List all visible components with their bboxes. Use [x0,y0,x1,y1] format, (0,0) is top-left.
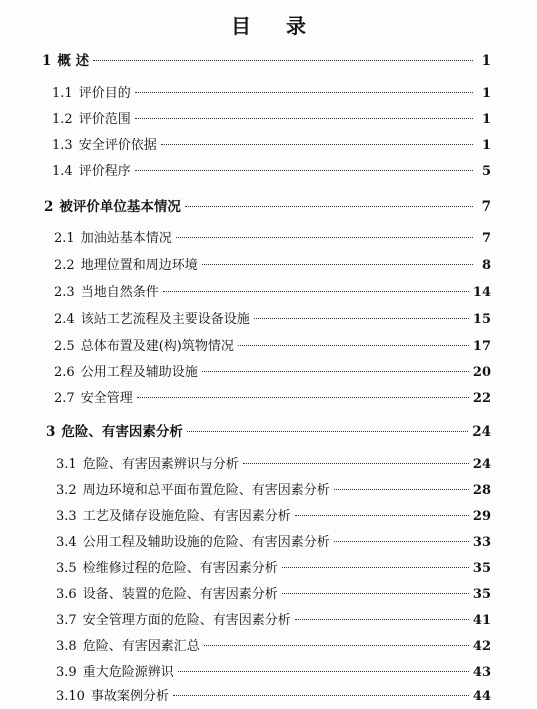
toc-page-number: 29 [472,509,491,524]
toc-label: 该站工艺流程及主要设备设施 [80,312,250,327]
toc-leader [295,619,469,620]
toc-leader [137,397,469,398]
toc-row [52,163,491,181]
toc-number: 2.4 [54,312,75,327]
toc-label: 概 述 [57,53,90,69]
toc-number: 3.8 [56,639,77,654]
toc-row [56,688,491,706]
toc-number: 1.4 [52,164,73,179]
toc-label: 危险、有害因素汇总 [82,639,200,654]
toc-label: 周边环境和总平面布置危险、有害因素分析 [82,483,330,498]
toc-leader [202,264,473,265]
toc-number: 3.1 [56,457,77,472]
toc-label: 危险、有害因素辨识与分析 [82,457,239,472]
toc-number: 1 [42,53,52,69]
toc-row [52,111,491,129]
toc-page-number: 17 [472,339,491,354]
toc-leader [238,345,469,346]
toc-label: 当地自然条件 [80,285,159,300]
toc-page-number: 33 [472,535,491,550]
toc-row [56,560,491,578]
toc-label: 地理位置和周边环境 [80,258,198,273]
toc-row [54,338,491,356]
toc-page-number: 20 [472,365,491,380]
toc-row [54,284,491,302]
toc-label: 重大危险源辨识 [82,665,174,680]
toc-page-number: 8 [481,258,491,273]
toc-label: 安全评价依据 [78,138,157,153]
toc-row [42,52,491,70]
toc-row [56,508,491,526]
toc-label: 事故案例分析 [90,689,169,704]
toc-page-number: 15 [472,312,491,327]
toc-page-number: 28 [472,483,491,498]
toc-leader [161,144,473,145]
toc-leader [135,118,473,119]
toc-number: 3.10 [56,689,85,704]
toc-row [56,638,491,656]
toc-leader [334,541,469,542]
toc-row [56,534,491,552]
toc-page-number: 22 [472,391,491,406]
toc-leader [135,92,473,93]
toc-number: 3.9 [56,665,77,680]
toc-leader [243,463,469,464]
toc-label: 总体布置及建(构)筑物情况 [80,339,234,354]
toc-number: 2 [44,199,54,215]
toc-label: 加油站基本情况 [80,231,172,246]
toc-number: 1.2 [52,112,73,127]
toc-row [56,586,491,604]
toc-leader [185,206,473,207]
toc-number: 1.1 [52,86,73,101]
toc-label: 评价范围 [78,112,131,127]
toc-row [56,612,491,630]
toc-leader [176,237,473,238]
toc-page-number: 1 [481,53,491,69]
toc-leader [295,515,469,516]
toc-number: 2.3 [54,285,75,300]
toc-row [54,364,491,382]
toc-leader [202,371,469,372]
toc-number: 3.6 [56,587,77,602]
toc-page-number: 5 [481,164,491,179]
toc-row [46,423,491,441]
toc-page-number: 43 [472,665,491,680]
toc-page-number: 44 [472,689,491,704]
toc-number: 3.2 [56,483,77,498]
toc-number: 2.5 [54,339,75,354]
toc-leader [173,695,469,696]
toc-leader [282,567,469,568]
toc-leader [334,489,469,490]
toc-label: 被评价单位基本情况 [59,199,181,215]
toc-page-number: 41 [472,613,491,628]
toc-label: 设备、装置的危险、有害因素分析 [82,587,278,602]
toc-number: 3.7 [56,613,77,628]
toc-number: 3 [46,424,56,440]
toc-row [56,664,491,682]
toc-label: 检维修过程的危险、有害因素分析 [82,561,278,576]
toc-leader [135,170,473,171]
toc-row [52,137,491,155]
toc-label: 工艺及储存设施危险、有害因素分析 [82,509,291,524]
toc-leader [163,291,469,292]
toc-number: 2.6 [54,365,75,380]
toc-row [52,85,491,103]
toc-label: 公用工程及辅助设施 [80,365,198,380]
toc-page-number: 24 [472,457,491,472]
toc-leader [178,671,469,672]
toc-row [56,482,491,500]
toc-label: 安全管理方面的危险、有害因素分析 [82,613,291,628]
toc-label: 评价目的 [78,86,131,101]
toc-page-number: 24 [472,424,491,440]
toc-number: 2.1 [54,231,75,246]
toc-page-number: 42 [472,639,491,654]
toc-number: 3.3 [56,509,77,524]
toc-page-number: 1 [481,112,491,127]
toc-row [54,311,491,329]
toc-leader [93,60,473,61]
toc-row [54,390,491,408]
toc-page-number: 35 [472,561,491,576]
toc-label: 评价程序 [78,164,131,179]
toc-number: 2.2 [54,258,75,273]
toc-page-number: 1 [481,86,491,101]
toc-number: 3.5 [56,561,77,576]
toc-page-number: 1 [481,138,491,153]
toc-label: 安全管理 [80,391,133,406]
toc-number: 2.7 [54,391,75,406]
toc-row [44,198,491,216]
toc-page-number: 7 [481,231,491,246]
toc-row [56,456,491,474]
toc-row [54,230,491,248]
toc-page-number: 35 [472,587,491,602]
toc-number: 1.3 [52,138,73,153]
toc-page-number: 14 [472,285,491,300]
toc-row [54,257,491,275]
toc-label: 公用工程及辅助设施的危险、有害因素分析 [82,535,330,550]
toc-label: 危险、有害因素分析 [61,424,183,440]
toc-leader [204,645,469,646]
toc-leader [282,593,469,594]
toc-leader [187,431,468,432]
page-title: 目 录 [231,14,320,38]
toc-leader [254,318,469,319]
toc-number: 3.4 [56,535,77,550]
toc-page-number: 7 [481,199,491,215]
